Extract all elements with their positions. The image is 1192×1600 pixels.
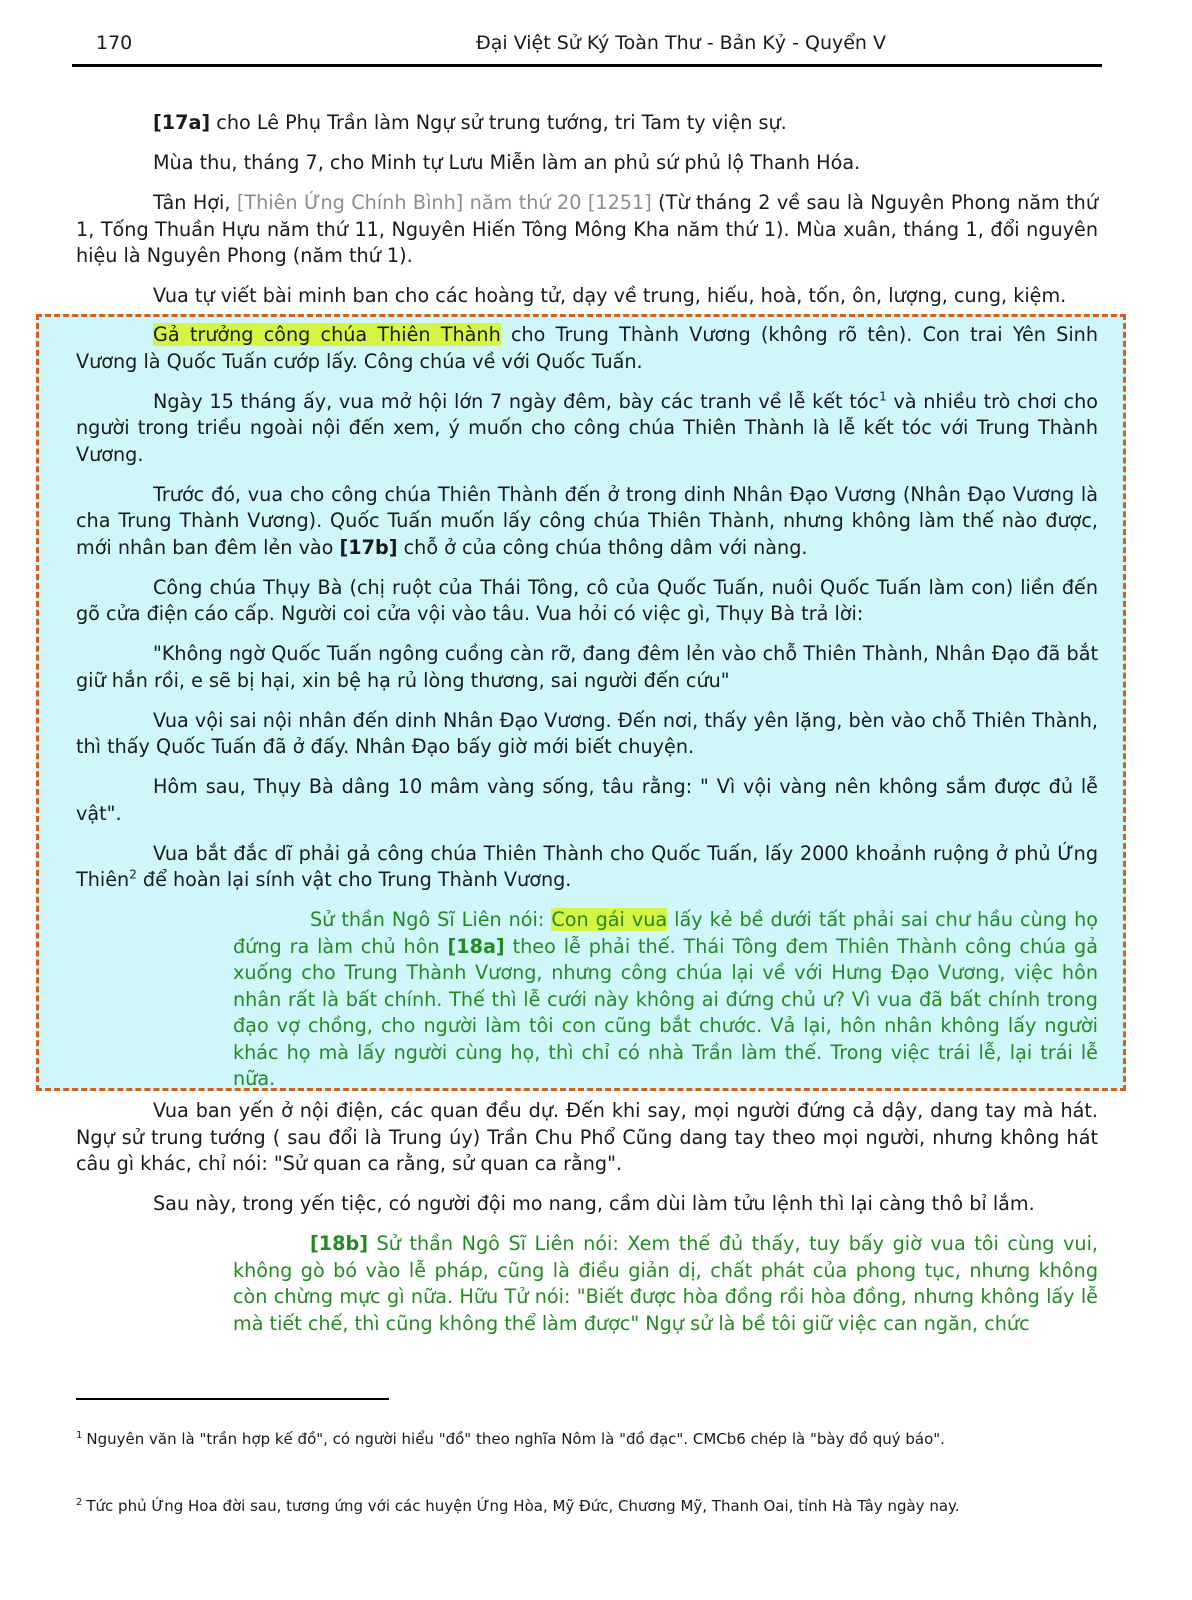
- paragraph-text: và nhiều trò chơi cho người trong triều ngoài nội đến xem, ý muốn cho công chúa Thiên Thành là lễ kết tóc với Trung Thành Vương.: [76, 389, 1099, 466]
- paragraph: Sau này, trong yến tiệc, có người đội mo nang, cầm dùi làm tửu lệnh thì lại càng thô bỉ lắm.: [153, 1192, 1035, 1215]
- paragraph-tan-hoi: [76, 190, 1098, 270]
- page-number: 170: [96, 32, 133, 54]
- era-annotation: [Thiên Ứng Chính Bình] năm thứ 20 [1251]: [236, 191, 652, 214]
- paragraph-17a: [76, 110, 1098, 137]
- footnote-divider: [76, 1398, 389, 1400]
- paragraph-princess: [76, 322, 1098, 375]
- paragraph-text: để hoàn lại sính vật cho Trung Thành Vương.: [136, 868, 572, 891]
- footnote-ref[interactable]: 2: [129, 867, 137, 882]
- paragraph-before: [76, 482, 1098, 562]
- commentary-text: theo lễ phải thế. Thái Tông đem Thiên Thành công chúa gả xuống cho Trung Thành Vương, nhưng công chúa lại về với Hưng Đạo Vương, việc hôn nhân rất là bất chính. Thế thì lễ cưới này không ai đứng chủ ư? Vì vua đã bất chính trong đạo vợ chồng, cho người làm tôi con cũng bắt chước. Vả lại, hôn nhân không lấy người khác họ mà lấy người cùng họ, thì chỉ có nhà Trần làm thế. Trong việc trái lễ, lại trái lễ nữa.: [233, 934, 1098, 1090]
- paragraph-text: Trước đó, vua cho công chúa Thiên Thành đến ở trong dinh Nhân Đạo Vương (Nhân Đạo Vương là cha Trung Thành Vương). Quốc Tuấn muốn lấy công chúa Thiên Thành, nhưng không làm thế nào được, mới nhân ban đêm lẻn vào: [76, 482, 1098, 559]
- paragraph-gift: [76, 841, 1098, 894]
- highlighted-phrase: Gả trưởng công chúa Thiên Thành: [153, 323, 501, 346]
- paragraph: Vua tự viết bài minh ban cho các hoàng tử, dạy về trung, hiếu, hoà, tốn, ôn, lượng, cung, kiệm.: [153, 284, 1067, 307]
- main-text-bottom: [76, 1098, 1098, 1351]
- paragraph-text: Tân Hợi,: [153, 191, 237, 214]
- historian-commentary: [233, 1231, 1098, 1337]
- folio-marker: [18a]: [447, 934, 505, 958]
- folio-marker: [17b]: [339, 535, 398, 559]
- footnote-text: Tức phủ Ứng Hoa đời sau, tương ứng với các huyện Ứng Hòa, Mỹ Đức, Chương Mỹ, Thanh Oai, tỉnh Hà Tây ngày nay.: [86, 1497, 960, 1515]
- historian-commentary: [233, 907, 1098, 1093]
- boxed-text: [76, 322, 1098, 1106]
- main-text-top: [76, 110, 1098, 323]
- paragraph-text: Vua bắt đắc dĩ phải gả công chúa Thiên Thành cho Quốc Tuấn, lấy 2000 khoảnh ruộng ở phủ Ứng Thiên: [76, 841, 1098, 891]
- commentary-text: Sử thần Ngô Sĩ Liên nói: Xem thế đủ thấy, tuy bấy giờ vua tôi cùng vui, không gò bó vào lễ pháp, cũng là điều giản dị, chất phát của phong tục, nhưng không còn chừng mực gì nữa. Hữu Tử nói: "Biết được hòa đồng rồi hòa đồng, nhưng không lấy lễ mà tiết chế, thì cũng không thể làm được" Ngự sử là bề tôi giữ việc can ngăn, chức: [233, 1232, 1098, 1335]
- paragraph-text: cho Trung Thành Vương (không rõ tên). Con trai Yên Sinh Vương là Quốc Tuấn cướp lấy. Công chúa về với Quốc Tuấn.: [76, 323, 1098, 373]
- paragraph-text: cho Lê Phụ Trần làm Ngự sử trung tướng, tri Tam ty viện sự.: [210, 111, 787, 134]
- footnote-2: [76, 1493, 960, 1516]
- paragraph: Công chúa Thụy Bà (chị ruột của Thái Tông, cô của Quốc Tuấn, nuôi Quốc Tuấn làm con) liền đến gõ cửa điện cáo cấp. Người coi cửa vội vào tâu. Vua hỏi có việc gì, Thụy Bà trả lời:: [76, 575, 1098, 625]
- footnote-text: Nguyên văn là "trần hợp kế đồ", có người hiểu "đồ" theo nghĩa Nôm là "đồ đạc". CMCb6 chép là "bày đồ quý báo".: [86, 1430, 945, 1448]
- folio-marker: [18b]: [310, 1232, 368, 1255]
- page-header: [72, 30, 1102, 67]
- highlighted-phrase: Con gái vua: [551, 908, 668, 931]
- paragraph-festival: [76, 389, 1098, 469]
- footnote-1: [76, 1426, 945, 1449]
- footnote-ref[interactable]: 1: [879, 389, 887, 404]
- footnote-mark: 2: [76, 1497, 83, 1508]
- running-title: Đại Việt Sử Ký Toàn Thư - Bản Kỷ - Quyển V: [476, 32, 886, 54]
- folio-marker: [17a]: [153, 111, 211, 134]
- commentary-text: lấy kẻ bề dưới tất phải sai chư hầu cùng họ đứng ra làm chủ hôn: [233, 908, 1098, 958]
- paragraph-text: Ngày 15 tháng ấy, vua mở hội lớn 7 ngày đêm, bày các tranh về lễ kết tóc: [153, 389, 880, 413]
- commentary-text: Sử thần Ngô Sĩ Liên nói:: [310, 908, 552, 931]
- paragraph: Hôm sau, Thụy Bà dâng 10 mâm vàng sống, tâu rằng: " Vì vội vàng nên không sắm được đủ lễ vật".: [76, 775, 1098, 825]
- footnote-mark: 1: [76, 1430, 83, 1441]
- paragraph: Mùa thu, tháng 7, cho Minh tự Lưu Miễn làm an phủ sứ phủ lộ Thanh Hóa.: [153, 151, 861, 174]
- paragraph: Vua ban yến ở nội điện, các quan đều dự. Đến khi say, mọi người đứng cả dậy, dang tay mà hát. Ngự sử trung tướng ( sau đổi là Trung úy) Trần Chu Phổ Cũng dang tay theo mọi người, nhưng không hát câu gì khác, chỉ nói: "Sử quan ca rằng, sử quan ca rằng".: [76, 1099, 1098, 1175]
- paragraph: Vua vội sai nội nhân đến dinh Nhân Đạo Vương. Đến nơi, thấy yên lặng, bèn vào chỗ Thiên Thành, thì thấy Quốc Tuấn đã ở đấy. Nhân Đạo bấy giờ mới biết chuyện.: [76, 708, 1098, 758]
- paragraph-text: (Từ tháng 2 về sau là Nguyên Phong năm thứ 1, Tống Thuần Hựu năm thứ 11, Nguyên Hiến Tông Mông Kha năm thứ 1). Mùa xuân, tháng 1, đổi nguyên hiệu là Nguyên Phong (năm thứ 1).: [76, 191, 1098, 267]
- paragraph-text: chỗ ở của công chúa thông dâm với nàng.: [397, 535, 808, 559]
- paragraph-quote: "Không ngờ Quốc Tuấn ngông cuồng càn rỡ, đang đêm lẻn vào chỗ Thiên Thành, Nhân Đạo đã bắt giữ hắn rồi, e sẽ bị hại, xin bệ hạ rủ lòng thương, sai người đến cứu": [76, 642, 1098, 692]
